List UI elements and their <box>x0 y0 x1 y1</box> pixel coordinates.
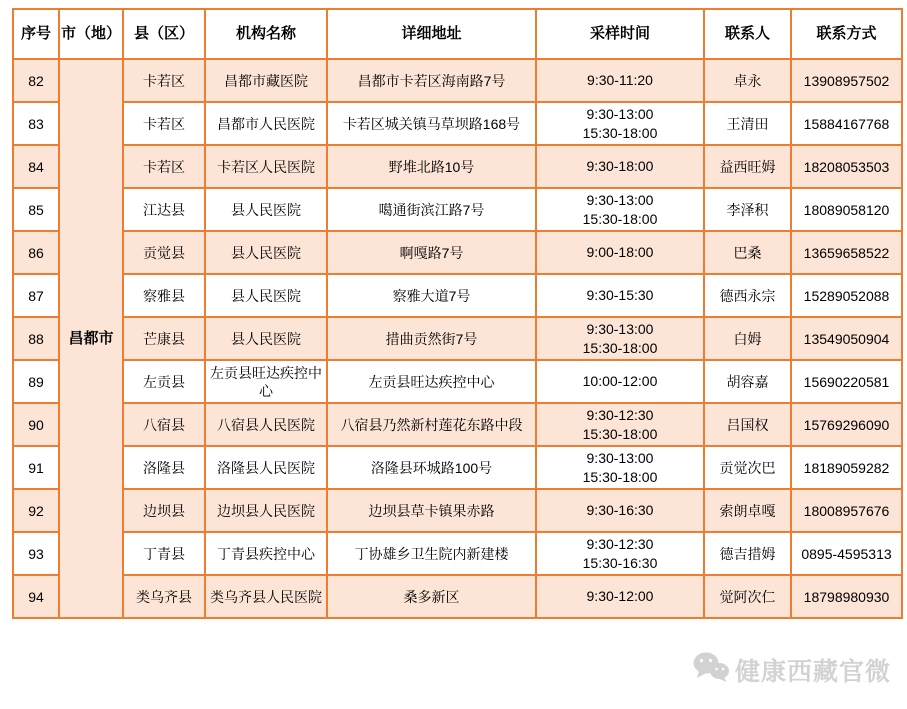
seq-cell: 82 <box>13 59 59 102</box>
address-cell: 边坝县草卡镇果赤路 <box>327 489 536 532</box>
institution-cell: 边坝县人民医院 <box>205 489 327 532</box>
city-cell: 昌都市 <box>59 59 123 618</box>
address-cell: 洛隆县环城路100号 <box>327 446 536 489</box>
contact-cell: 吕国权 <box>704 403 791 446</box>
time-line: 15:30-18:00 <box>582 468 658 485</box>
seq-cell: 89 <box>13 360 59 403</box>
institution-cell: 县人民医院 <box>205 317 327 360</box>
watermark-label: 健康西藏官微 <box>734 657 891 686</box>
seq-cell: 94 <box>13 575 59 618</box>
seq-cell: 83 <box>13 102 59 145</box>
time-cell <box>536 274 704 317</box>
seq-cell: 84 <box>13 145 59 188</box>
time-line: 9:30-13:00 <box>586 105 654 122</box>
time-line: 9:30-12:30 <box>586 406 654 423</box>
column-header-4: 机构名称 <box>205 9 327 59</box>
county-cell: 江达县 <box>123 188 205 231</box>
county-cell: 卡若区 <box>123 102 205 145</box>
time-cell <box>536 188 704 231</box>
time-line: 10:00-12:00 <box>582 373 658 389</box>
institution-cell: 卡若区人民医院 <box>205 145 327 188</box>
column-header-6: 采样时间 <box>536 9 704 59</box>
table-row <box>13 274 902 317</box>
institution-cell: 县人民医院 <box>205 231 327 274</box>
seq-cell: 90 <box>13 403 59 446</box>
address-cell: 左贡县旺达疾控中心 <box>327 360 536 403</box>
county-cell: 芒康县 <box>123 317 205 360</box>
table-row <box>13 532 902 575</box>
column-header-1: 序号 <box>13 9 59 59</box>
time-cell <box>536 360 704 403</box>
county-cell: 贡觉县 <box>123 231 205 274</box>
phone-cell: 18798980930 <box>791 575 902 618</box>
time-line: 9:00-18:00 <box>586 244 654 260</box>
contact-cell: 卓永 <box>704 59 791 102</box>
time-line: 15:30-16:30 <box>582 554 658 571</box>
contact-cell: 德西永宗 <box>704 274 791 317</box>
address-cell: 察雅大道7号 <box>327 274 536 317</box>
watermark <box>692 651 891 688</box>
county-cell: 卡若区 <box>123 59 205 102</box>
time-line: 9:30-13:00 <box>586 320 654 337</box>
table-row <box>13 59 902 102</box>
table-row <box>13 188 902 231</box>
phone-cell: 13549050904 <box>791 317 902 360</box>
table-row <box>13 446 902 489</box>
table-row <box>13 317 902 360</box>
column-header-2: 市（地） <box>59 9 123 59</box>
phone-cell: 13659658522 <box>791 231 902 274</box>
time-cell <box>536 403 704 446</box>
county-cell: 卡若区 <box>123 145 205 188</box>
address-cell: 噶通街滨江路7号 <box>327 188 536 231</box>
phone-cell: 13908957502 <box>791 59 902 102</box>
phone-cell: 18089058120 <box>791 188 902 231</box>
time-cell <box>536 317 704 360</box>
table-row <box>13 489 902 532</box>
table-header-row <box>13 9 902 59</box>
address-cell: 卡若区城关镇马草坝路168号 <box>327 102 536 145</box>
address-cell: 丁协雄乡卫生院内新建楼 <box>327 532 536 575</box>
contact-cell: 德吉措姆 <box>704 532 791 575</box>
address-cell: 野堆北路10号 <box>327 145 536 188</box>
column-header-3: 县（区） <box>123 9 205 59</box>
time-cell <box>536 145 704 188</box>
phone-cell: 0895-4595313 <box>791 532 902 575</box>
address-cell: 八宿县乃然新村莲花东路中段 <box>327 403 536 446</box>
contact-cell: 觉阿次仁 <box>704 575 791 618</box>
time-line: 9:30-15:30 <box>586 287 654 303</box>
phone-cell: 18189059282 <box>791 446 902 489</box>
time-cell <box>536 446 704 489</box>
institution-cell: 左贡县旺达疾控中心 <box>205 360 327 403</box>
column-header-8: 联系方式 <box>791 9 902 59</box>
time-line: 9:30-16:30 <box>586 502 654 518</box>
county-cell: 左贡县 <box>123 360 205 403</box>
contact-cell: 益西旺姆 <box>704 145 791 188</box>
time-line: 15:30-18:00 <box>582 124 658 141</box>
contact-cell: 贡觉次巴 <box>704 446 791 489</box>
institution-cell: 昌都市藏医院 <box>205 59 327 102</box>
institution-cell: 类乌齐县人民医院 <box>205 575 327 618</box>
time-line: 9:30-18:00 <box>586 158 654 174</box>
address-cell: 啊嘎路7号 <box>327 231 536 274</box>
table-row <box>13 575 902 618</box>
table-row <box>13 403 902 446</box>
time-line: 9:30-13:00 <box>586 449 654 466</box>
county-cell: 察雅县 <box>123 274 205 317</box>
time-cell <box>536 575 704 618</box>
institution-cell: 洛隆县人民医院 <box>205 446 327 489</box>
phone-cell: 15884167768 <box>791 102 902 145</box>
county-cell: 边坝县 <box>123 489 205 532</box>
sampling-sites-table <box>12 8 903 619</box>
time-cell <box>536 231 704 274</box>
time-cell <box>536 102 704 145</box>
institution-cell: 县人民医院 <box>205 274 327 317</box>
time-line: 15:30-18:00 <box>582 425 658 442</box>
address-cell: 昌都市卡若区海南路7号 <box>327 59 536 102</box>
institution-cell: 县人民医院 <box>205 188 327 231</box>
seq-cell: 87 <box>13 274 59 317</box>
time-cell <box>536 59 704 102</box>
time-line: 9:30-11:20 <box>587 72 653 88</box>
table-row <box>13 360 902 403</box>
column-header-5: 详细地址 <box>327 9 536 59</box>
institution-cell: 昌都市人民医院 <box>205 102 327 145</box>
table-row <box>13 231 902 274</box>
county-cell: 洛隆县 <box>123 446 205 489</box>
time-line: 9:30-12:30 <box>586 535 654 552</box>
time-line: 9:30-12:00 <box>586 588 654 604</box>
phone-cell: 18008957676 <box>791 489 902 532</box>
phone-cell: 15769296090 <box>791 403 902 446</box>
contact-cell: 王清田 <box>704 102 791 145</box>
contact-cell: 胡容嘉 <box>704 360 791 403</box>
address-cell: 措曲贡然街7号 <box>327 317 536 360</box>
contact-cell: 巴桑 <box>704 231 791 274</box>
seq-cell: 85 <box>13 188 59 231</box>
time-line: 9:30-13:00 <box>586 191 654 208</box>
wechat-icon <box>692 651 730 688</box>
phone-cell: 15289052088 <box>791 274 902 317</box>
time-cell <box>536 489 704 532</box>
address-cell: 桑多新区 <box>327 575 536 618</box>
institution-cell: 八宿县人民医院 <box>205 403 327 446</box>
county-cell: 八宿县 <box>123 403 205 446</box>
seq-cell: 86 <box>13 231 59 274</box>
time-line: 15:30-18:00 <box>582 210 658 227</box>
seq-cell: 93 <box>13 532 59 575</box>
time-cell <box>536 532 704 575</box>
county-cell: 丁青县 <box>123 532 205 575</box>
seq-cell: 88 <box>13 317 59 360</box>
contact-cell: 李泽积 <box>704 188 791 231</box>
institution-cell: 丁青县疾控中心 <box>205 532 327 575</box>
seq-cell: 92 <box>13 489 59 532</box>
column-header-7: 联系人 <box>704 9 791 59</box>
contact-cell: 白姆 <box>704 317 791 360</box>
contact-cell: 索朗卓嘎 <box>704 489 791 532</box>
table-row <box>13 102 902 145</box>
county-cell: 类乌齐县 <box>123 575 205 618</box>
seq-cell: 91 <box>13 446 59 489</box>
table-row <box>13 145 902 188</box>
time-line: 15:30-18:00 <box>582 339 658 356</box>
phone-cell: 18208053503 <box>791 145 902 188</box>
phone-cell: 15690220581 <box>791 360 902 403</box>
